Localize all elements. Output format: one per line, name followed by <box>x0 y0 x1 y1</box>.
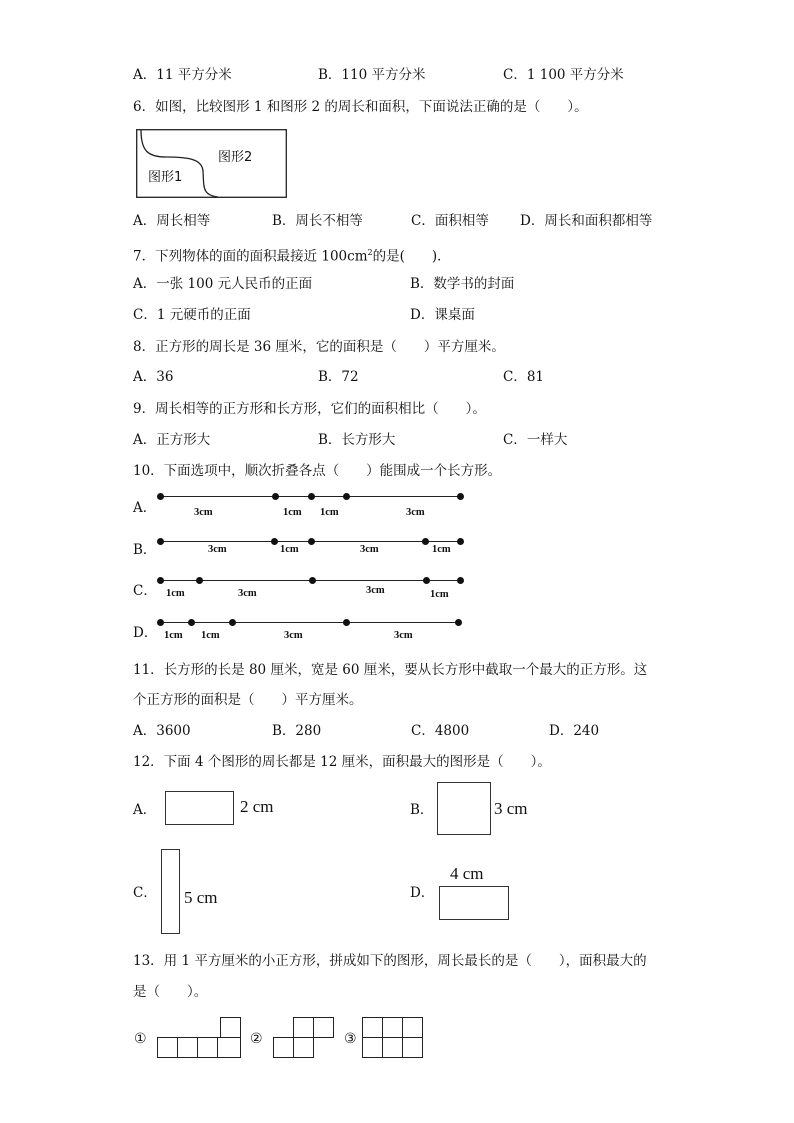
q13-stem-line1: 13．用 1 平方厘米的小正方形，拼成如下的图形，周长最长的是（ ），面积最大的 <box>133 953 647 969</box>
q13-stem-line2: 是（ ）。 <box>133 984 208 1000</box>
q11-option-b: B．280 <box>272 723 322 739</box>
q5-option-a: A．11 平方分米 <box>133 67 232 83</box>
segment-label: 1cm <box>164 630 183 641</box>
q8-option-b: B．72 <box>318 369 359 385</box>
figure1-label: 图形1 <box>148 170 183 185</box>
segment-label: 1cm <box>201 630 220 641</box>
q8-option-a: A．36 <box>133 369 174 385</box>
q12-a-dimension: 2 cm <box>240 797 274 816</box>
unit-square <box>382 1017 403 1038</box>
segment-label: 1cm <box>320 507 339 518</box>
q10-option-a-letter: A． <box>133 500 157 516</box>
q7-option-c: C．1 元硬币的正面 <box>133 307 251 323</box>
unit-square <box>157 1037 178 1058</box>
unit-square <box>273 1037 294 1058</box>
point <box>457 577 464 584</box>
q9-option-c: C．一样大 <box>503 432 568 448</box>
point <box>455 619 462 626</box>
point <box>457 493 464 500</box>
q10-stem: 10．下面选项中，顺次折叠各点（ ）能围成一个长方形。 <box>133 463 502 479</box>
q7-option-b: B．数学书的封面 <box>410 276 515 292</box>
unit-square <box>402 1017 423 1038</box>
segment-label: 3cm <box>406 507 425 518</box>
q5-option-b: B．110 平方分米 <box>318 67 426 83</box>
point <box>157 493 164 500</box>
point <box>157 538 164 545</box>
unit-square <box>197 1037 218 1058</box>
shape-2-label: ② <box>250 1031 263 1047</box>
q10-option-b-letter: B． <box>133 542 157 558</box>
segment-label: 1cm <box>283 507 302 518</box>
unit-square <box>382 1037 403 1058</box>
unit-square <box>220 1017 241 1038</box>
q7-option-d: D．课桌面 <box>410 307 475 323</box>
q5-option-c: C．1 100 平方分米 <box>503 67 624 83</box>
segment-label: 3cm <box>360 544 379 555</box>
q11-option-a: A．3600 <box>133 723 191 739</box>
q11-option-d: D．240 <box>549 723 600 739</box>
point <box>457 538 464 545</box>
point <box>343 619 350 626</box>
q6-option-c: C．面积相等 <box>411 213 489 229</box>
unit-square <box>313 1017 334 1038</box>
q12-option-d-letter: D． <box>410 885 435 901</box>
unit-square <box>362 1017 383 1038</box>
q9-stem: 9．周长相等的正方形和长方形，它们的面积相比（ ）。 <box>133 401 486 417</box>
unit-square <box>362 1037 383 1058</box>
segment-label: 3cm <box>394 630 413 641</box>
point <box>271 538 278 545</box>
q11-option-c: C．4800 <box>411 723 470 739</box>
q12-b-square <box>437 782 491 835</box>
q12-option-c-letter: C． <box>133 885 157 901</box>
point <box>308 493 315 500</box>
point <box>422 538 429 545</box>
q12-d-rectangle <box>439 886 509 920</box>
q6-option-a: A．周长相等 <box>133 213 211 229</box>
point <box>157 619 164 626</box>
q12-option-b-letter: B． <box>410 802 434 818</box>
q12-c-rectangle <box>161 849 180 934</box>
segment-label: 1cm <box>430 589 449 600</box>
q6-option-d: D．周长和面积都相等 <box>520 213 653 229</box>
q8-option-c: C．81 <box>503 369 545 385</box>
q12-a-rectangle <box>165 791 234 825</box>
q12-d-dimension: 4 cm <box>450 864 484 883</box>
q6-stem: 6．如图，比较图形 1 和图形 2 的周长和面积，下面说法正确的是（ ）。 <box>133 99 588 115</box>
q6-figure <box>136 129 287 198</box>
point <box>229 619 236 626</box>
unit-square <box>402 1037 423 1058</box>
unit-square <box>293 1037 314 1058</box>
unit-square <box>217 1037 241 1058</box>
unit-square <box>177 1037 198 1058</box>
point <box>343 493 350 500</box>
shape-1-label: ① <box>134 1031 147 1047</box>
q12-b-dimension: 3 cm <box>494 799 528 818</box>
q10-option-c-letter: C． <box>133 583 157 599</box>
point <box>423 577 430 584</box>
q12-option-a-letter: A． <box>133 802 157 818</box>
q12-c-dimension: 5 cm <box>184 888 218 907</box>
segment-label: 1cm <box>280 544 299 555</box>
point <box>309 577 316 584</box>
point <box>272 493 279 500</box>
segment-label: 1cm <box>166 588 185 599</box>
segment-label: 3cm <box>238 588 257 599</box>
figure2-label: 图形2 <box>218 150 253 165</box>
segment-label: 3cm <box>366 585 385 596</box>
q6-option-b: B．周长不相等 <box>272 213 363 229</box>
q6-figure-drawing <box>136 129 287 198</box>
unit-square <box>293 1017 314 1038</box>
q7-option-a: A．一张 100 元人民币的正面 <box>133 276 313 292</box>
q11-stem-line1: 11．长方形的长是 80 厘米，宽是 60 厘米，要从长方形中截取一个最大的正方形。这 <box>133 662 648 678</box>
q9-option-b: B．长方形大 <box>318 432 396 448</box>
segment-label: 3cm <box>284 630 303 641</box>
segment-label: 1cm <box>432 544 451 555</box>
q10-option-d-letter: D． <box>133 625 158 641</box>
shape-3-label: ③ <box>344 1031 357 1047</box>
point <box>196 577 203 584</box>
q10-d-line <box>160 622 459 623</box>
q7-stem: 7．下列物体的面的面积最接近 $100cm^2$的是( )． <box>133 248 451 265</box>
point <box>188 619 195 626</box>
q9-option-a: A．正方形大 <box>133 432 211 448</box>
q12-stem: 12．下面 4 个图形的周长都是 12 厘米，面积最大的图形是（ ）。 <box>133 754 551 770</box>
q11-stem-line2: 个正方形的面积是（ ）平方厘米。 <box>133 692 363 708</box>
q8-stem: 8．正方形的周长是 36 厘米，它的面积是（ ）平方厘米。 <box>133 339 505 355</box>
point <box>308 538 315 545</box>
point <box>157 577 164 584</box>
segment-label: 3cm <box>194 507 213 518</box>
segment-label: 3cm <box>208 544 227 555</box>
